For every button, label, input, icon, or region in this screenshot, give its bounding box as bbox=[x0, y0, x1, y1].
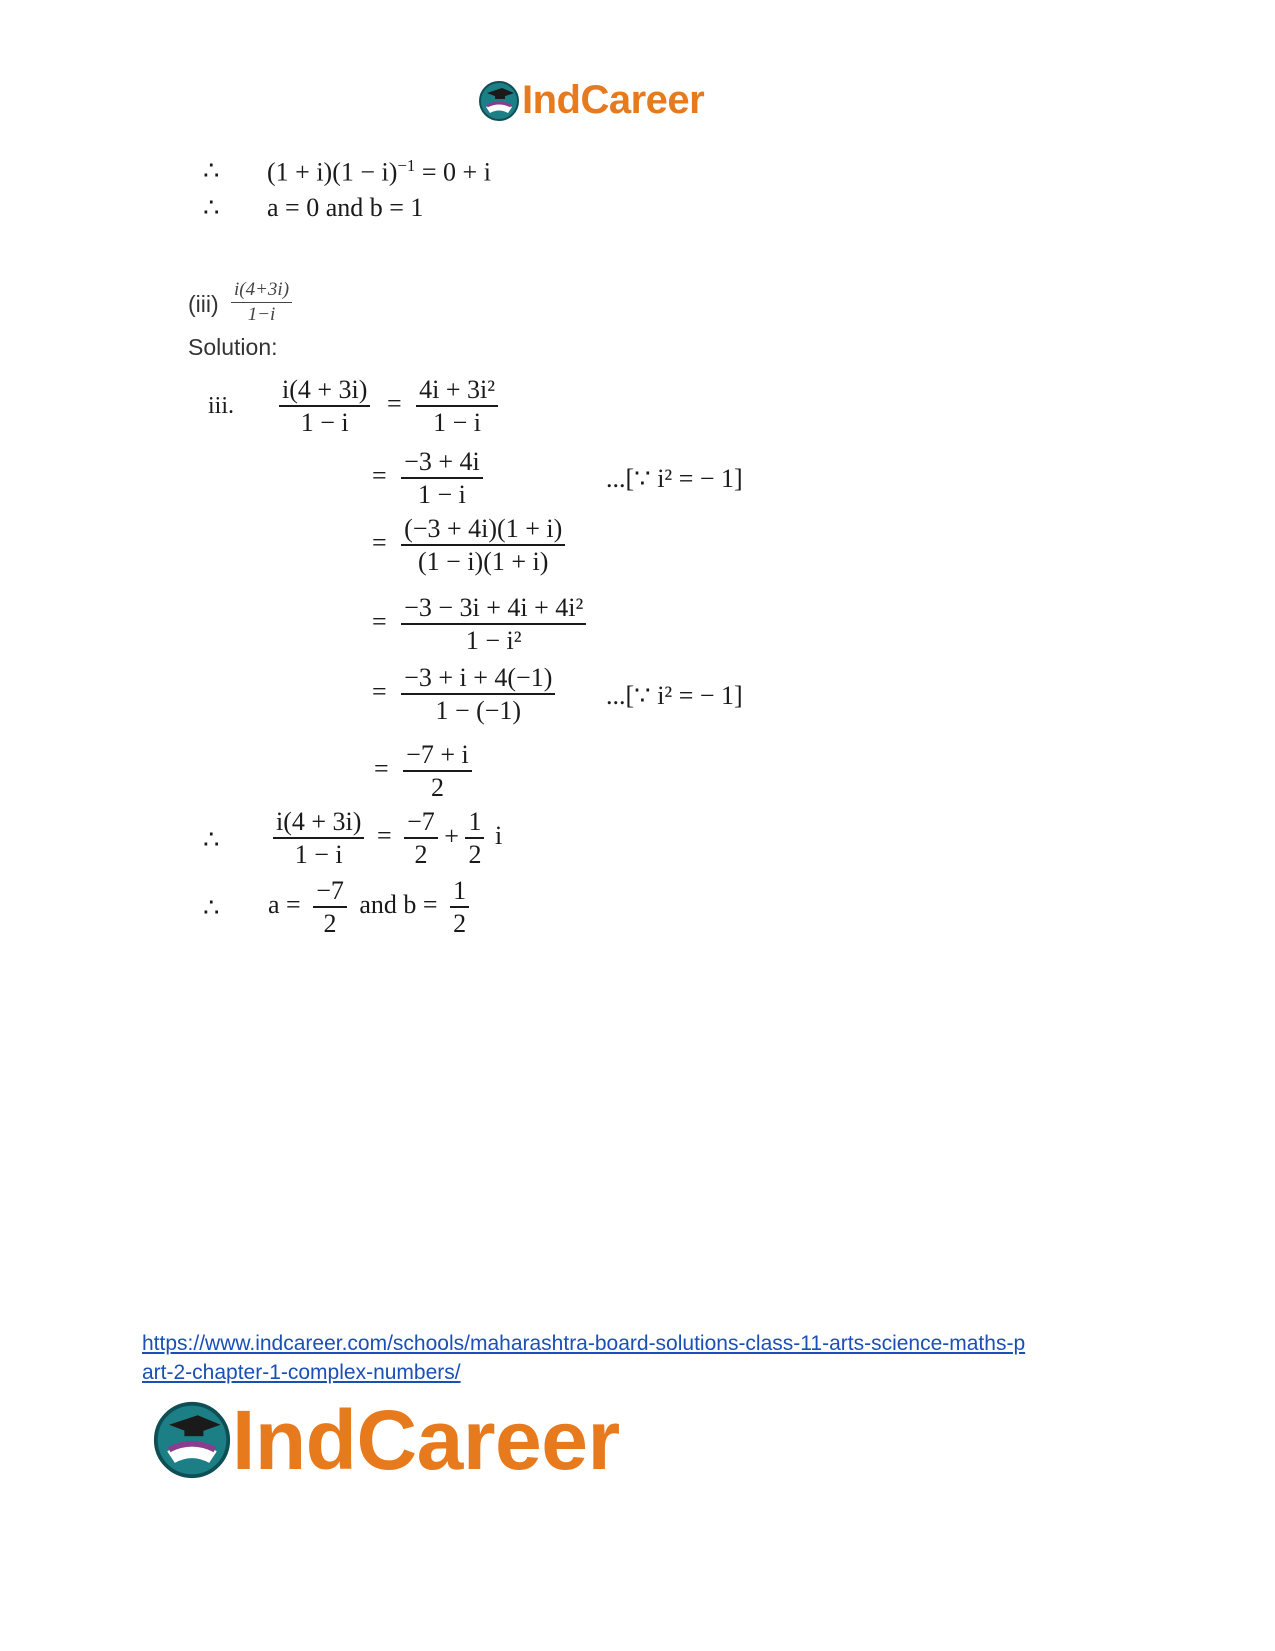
equals-sign: = bbox=[374, 754, 389, 784]
real-part-numerator: −7 bbox=[404, 808, 438, 839]
question-label: (iii) bbox=[188, 291, 219, 317]
step-1-denominator: 1 − i bbox=[433, 408, 481, 438]
step-1-numerator: 4i + 3i² bbox=[416, 376, 498, 407]
equals-sign: = bbox=[372, 607, 387, 637]
and-b-label: and b = bbox=[359, 890, 438, 920]
question-denominator: 1−i bbox=[247, 303, 276, 325]
step-3-numerator: (−3 + 4i)(1 + i) bbox=[401, 515, 565, 546]
conclusion-expression bbox=[273, 808, 502, 869]
header-logo bbox=[478, 78, 704, 123]
step-6-denominator: 2 bbox=[430, 773, 444, 803]
step-5-note: ...[∵ i² = − 1] bbox=[606, 681, 743, 710]
plus-sign: + bbox=[444, 821, 459, 851]
lhs-numerator: i(4 + 3i) bbox=[279, 376, 370, 407]
final-values-line bbox=[268, 877, 469, 938]
step-5-denominator: 1 − (−1) bbox=[435, 696, 522, 726]
imag-part-numerator: 1 bbox=[465, 808, 484, 839]
solution-label: Solution: bbox=[188, 334, 278, 360]
header-logo-text: IndCareer bbox=[522, 78, 705, 122]
b-denominator: 2 bbox=[453, 909, 467, 939]
step-5-numerator: −3 + i + 4(−1) bbox=[401, 664, 555, 695]
equals-sign: = bbox=[372, 528, 387, 558]
step-2-denominator: 1 − i bbox=[418, 480, 466, 510]
part-ii-values-line: a = 0 and b = 1 bbox=[267, 193, 424, 222]
step-label: iii. bbox=[208, 393, 235, 419]
conclusion-lhs-numerator: i(4 + 3i) bbox=[273, 808, 364, 839]
equals-sign: = bbox=[376, 821, 392, 851]
part-ii-result-line: $(1 + i)(1 - i)^{-1} = 0 + i$ bbox=[267, 156, 491, 187]
a-label: a = bbox=[268, 890, 301, 920]
question-numerator: i(4+3i) bbox=[231, 280, 292, 303]
step-4 bbox=[372, 594, 586, 655]
globe-graduate-icon bbox=[478, 80, 520, 122]
conclusion-lhs-denominator: 1 − i bbox=[294, 840, 343, 870]
step-2-note: ...[∵ i² = − 1] bbox=[606, 464, 743, 493]
step-6-numerator: −7 + i bbox=[403, 741, 472, 772]
source-url-link[interactable] bbox=[142, 1329, 1142, 1387]
step-5 bbox=[372, 664, 555, 725]
step-3 bbox=[372, 515, 565, 576]
url-line-2: art-2-chapter-1-complex-numbers/ bbox=[142, 1361, 461, 1384]
a-denominator: 2 bbox=[323, 909, 337, 939]
therefore-symbol: ∴ bbox=[203, 893, 220, 922]
step-2 bbox=[372, 448, 483, 509]
equals-sign: = bbox=[372, 461, 387, 491]
step-1 bbox=[279, 376, 498, 437]
step-2-numerator: −3 + 4i bbox=[401, 448, 483, 479]
a-numerator: −7 bbox=[313, 877, 347, 908]
footer-logo bbox=[152, 1393, 620, 1487]
footer-logo-text: IndCareer bbox=[232, 1393, 620, 1487]
b-numerator: 1 bbox=[450, 877, 469, 908]
therefore-symbol: ∴ bbox=[203, 156, 220, 185]
question-expression bbox=[231, 280, 292, 325]
step-6 bbox=[374, 741, 472, 802]
imaginary-unit: i bbox=[494, 821, 503, 851]
real-part-denominator: 2 bbox=[414, 840, 428, 870]
equals-sign: = bbox=[386, 389, 402, 419]
equals-sign: = bbox=[372, 677, 387, 707]
step-4-denominator: 1 − i² bbox=[465, 626, 522, 656]
therefore-symbol: ∴ bbox=[203, 825, 220, 854]
imag-part-denominator: 2 bbox=[468, 840, 482, 870]
step-3-denominator: (1 − i)(1 + i) bbox=[418, 547, 549, 577]
globe-graduate-icon bbox=[152, 1400, 232, 1480]
therefore-symbol: ∴ bbox=[203, 193, 220, 222]
step-4-numerator: −3 − 3i + 4i + 4i² bbox=[401, 594, 586, 625]
lhs-denominator: 1 − i bbox=[300, 408, 349, 438]
url-line-1: https://www.indcareer.com/schools/maharashtra-board-solutions-class-11-arts-science-maths-p bbox=[142, 1332, 1026, 1355]
